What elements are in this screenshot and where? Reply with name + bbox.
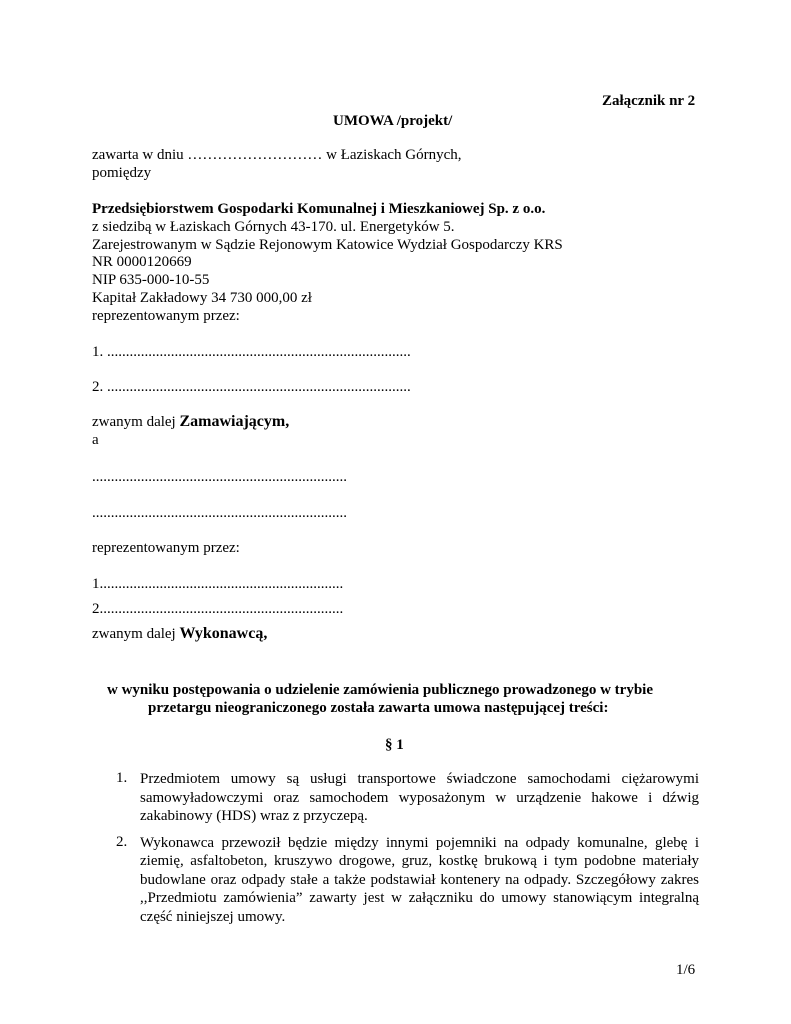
party1-krs-number: NR 0000120669	[92, 254, 192, 270]
party1-designation	[92, 413, 289, 431]
designation-prefix: zwanym dalej	[92, 626, 180, 642]
party1-representative-1: 1. .................................................................................	[92, 344, 411, 360]
party1-address: z siedzibą w Łaziskach Górnych 43-170. ul. Energetyków 5.	[92, 219, 455, 235]
list-item-number: 1.	[116, 770, 128, 786]
and-text: a	[92, 432, 99, 448]
party2-represented-by: reprezentowanym przez:	[92, 540, 240, 556]
document-title: UMOWA /projekt/	[333, 113, 453, 129]
party1-capital: Kapitał Zakładowy 34 730 000,00 zł	[92, 290, 312, 306]
page-number: 1/6	[676, 962, 696, 978]
list-item-text: Przedmiotem umowy są usługi transportowe świadczone samochodami ciężarowymi samowyładowczymi oraz samochodem wyposażonym w urządzenie hakowe i dźwig zakabinowy (HDS) wraz z przyczepą.	[140, 771, 699, 824]
designation-name: Zamawiającym,	[179, 413, 290, 430]
designation-prefix: zwanym dalej	[92, 414, 180, 430]
party2-name-line-1: ....................................................................	[92, 469, 347, 485]
list-item	[116, 834, 699, 927]
party2-representative-1: 1.................................................................	[92, 576, 344, 592]
list-item	[116, 770, 699, 826]
party1-represented-by: reprezentowanym przez:	[92, 308, 240, 324]
party2-designation	[92, 625, 267, 643]
section-1-heading: § 1	[385, 737, 404, 753]
attachment-label: Załącznik nr 2	[602, 93, 696, 109]
party2-name-line-2: ....................................................................	[92, 505, 347, 521]
party1-nip: NIP 635-000-10-55	[92, 272, 210, 288]
date-place-line: zawarta w dniu ……………………… w Łaziskach Górnych,	[92, 147, 462, 163]
procedure-line-1: w wyniku postępowania o udzielenie zamówienia publicznego prowadzonego w trybie	[107, 682, 653, 698]
list-item-number: 2.	[116, 833, 128, 850]
procedure-line-2: przetargu nieograniczonego została zawarta umowa następującej treści:	[148, 700, 609, 716]
designation-name: Wykonawcą,	[179, 625, 268, 642]
party2-representative-2: 2.................................................................	[92, 601, 344, 617]
between-text: pomiędzy	[92, 165, 152, 181]
list-item-text: Wykonawca przewoził będzie między innymi pojemniki na odpady komunalne, glebę i ziemię, asfaltobeton, kruszywo drogowe, gruz, kostkę brukową i tym podobne materiały budowlane oraz odpady stałe a także podstawiał kontenery na odpady. Szczegółowy zakres ,,Przedmiotu zamówienia” zawarty jest w załączniku do umowy stanowiącym integralną część niniejszej umowy.	[140, 834, 699, 925]
party1-court-registration: Zarejestrowanym w Sądzie Rejonowym Katowice Wydział Gospodarczy KRS	[92, 237, 563, 253]
section-1-list	[116, 770, 699, 934]
party1-representative-2: 2. .................................................................................	[92, 379, 411, 395]
party1-name: Przedsiębiorstwem Gospodarki Komunalnej i Mieszkaniowej Sp. z o.o.	[92, 201, 546, 217]
